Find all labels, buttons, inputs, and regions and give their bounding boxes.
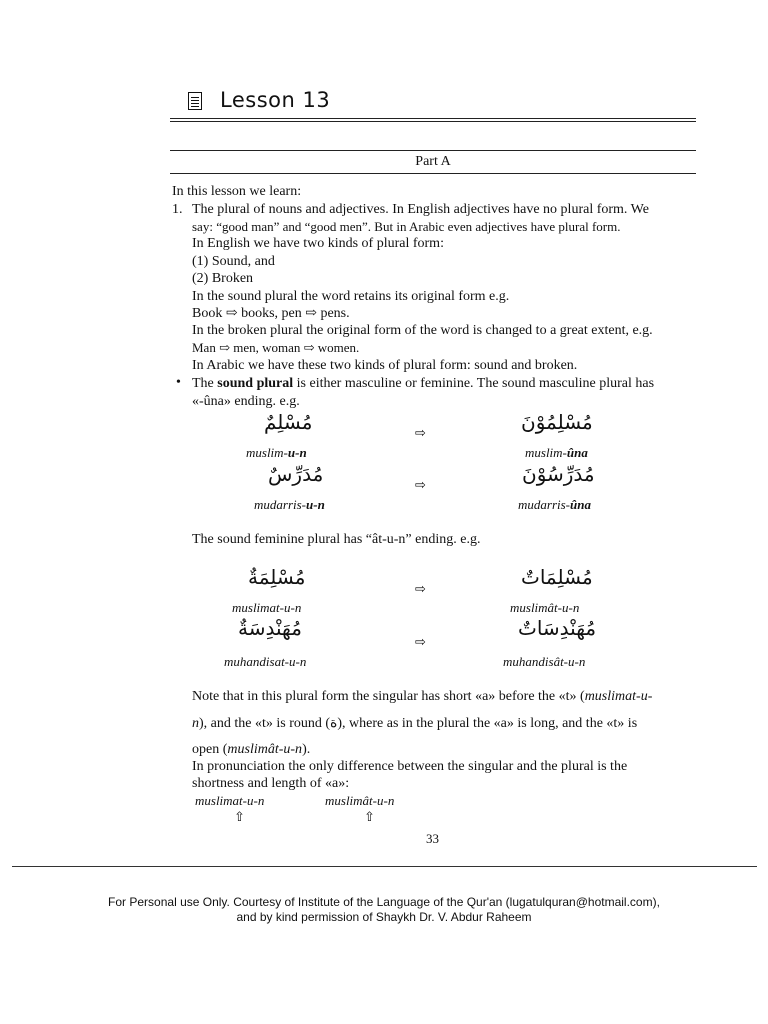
bullet-icon: • <box>176 375 181 390</box>
text-line: In Arabic we have these two kinds of plural form: sound and broken. <box>192 358 578 373</box>
lesson-title: Lesson 13 <box>220 88 331 112</box>
item-number: 1. <box>172 202 183 217</box>
transliteration: muhandisat-u-n <box>224 654 307 669</box>
part-rule-bottom <box>170 173 696 174</box>
text-line: In the sound plural the word retains its original form e.g. <box>192 289 510 304</box>
text-line: In the broken plural the original form of the word is changed to a great extent, e.g. <box>192 323 653 338</box>
text-line: The plural of nouns and adjectives. In English adjectives have no plural form. We <box>192 202 649 217</box>
text-line: In pronunciation the only difference between the singular and the plural is the <box>192 759 628 774</box>
title-rule-top <box>170 118 696 119</box>
footer-divider <box>12 866 757 867</box>
text-line: (1) Sound, and <box>192 254 275 269</box>
transliteration: muhandisât-u-n <box>503 654 586 669</box>
footer-line: For Personal use Only. Courtesy of Institute of the Language of the Qur'an (lugatulquran@hotmail.com), <box>108 895 660 909</box>
up-arrow-icon: ⇧ <box>234 810 245 825</box>
transliteration: muslimât-u-n <box>325 793 395 808</box>
text-line: shortness and length of «a»: <box>192 776 350 791</box>
text-line: In English we have two kinds of plural form: <box>192 236 444 251</box>
arabic-word: مُدَرِّسُوْنَ <box>522 462 595 486</box>
right-arrow-icon: ⇨ <box>415 635 426 650</box>
intro-line: In this lesson we learn: <box>172 184 302 199</box>
arabic-word: مُهَنْدِسَاتٌ <box>518 616 597 640</box>
transliteration: muslimat-u-n <box>232 600 302 615</box>
arabic-word: مُسْلِمَاتٌ <box>521 565 593 589</box>
title-rule-bottom <box>170 121 696 122</box>
transliteration: muslim-u-n <box>246 445 307 460</box>
text-line: (2) Broken <box>192 271 254 286</box>
part-rule-top <box>170 150 696 151</box>
note-line: Note that in this plural form the singular has short «a» before the «t» (muslimat-u- <box>192 689 653 704</box>
page-number: 33 <box>426 831 439 846</box>
transliteration: muslimât-u-n <box>510 600 580 615</box>
arabic-word: مُدَرِّسٌ <box>268 462 324 486</box>
arabic-word: مُسْلِمٌ <box>264 410 313 434</box>
transliteration: mudarris-u-n <box>254 497 325 512</box>
right-arrow-icon: ⇨ <box>415 582 426 597</box>
text-line: Book ⇨ books, pen ⇨ pens. <box>192 306 350 321</box>
text-line: Man ⇨ men, woman ⇨ women. <box>192 340 360 355</box>
right-arrow-icon: ⇨ <box>415 426 426 441</box>
footer-note <box>0 895 768 925</box>
part-title: Part A <box>415 154 451 169</box>
text-line: «-ûna» ending. e.g. <box>192 394 300 409</box>
transliteration: muslimat-u-n <box>195 793 265 808</box>
arabic-word: مُسْلِمُوْنَ <box>521 410 593 434</box>
up-arrow-icon: ⇧ <box>364 810 375 825</box>
bold-term: sound plural <box>217 376 294 391</box>
transliteration: muslim-ûna <box>525 445 588 460</box>
transliteration: mudarris-ûna <box>518 497 591 512</box>
text-line: say: “good man” and “good men”. But in Arabic even adjectives have plural form. <box>192 219 621 234</box>
document-icon <box>188 92 202 110</box>
note-line: open (muslimât-u-n). <box>192 742 311 757</box>
footer-line: and by kind permission of Shaykh Dr. V. Abdur Raheem <box>236 910 532 924</box>
bullet-line: The sound plural is either masculine or feminine. The sound masculine plural has <box>192 376 655 391</box>
text-line: The sound feminine plural has “ât-u-n” ending. e.g. <box>192 532 481 547</box>
arabic-word: مُسْلِمَةٌ <box>248 565 306 589</box>
arabic-word: مُهَنْدِسَةٌ <box>238 616 302 640</box>
right-arrow-icon: ⇨ <box>415 478 426 493</box>
note-line: n), and the «t» is round (ة), where as in the plural the «a» is long, and the «t» is <box>192 716 638 731</box>
